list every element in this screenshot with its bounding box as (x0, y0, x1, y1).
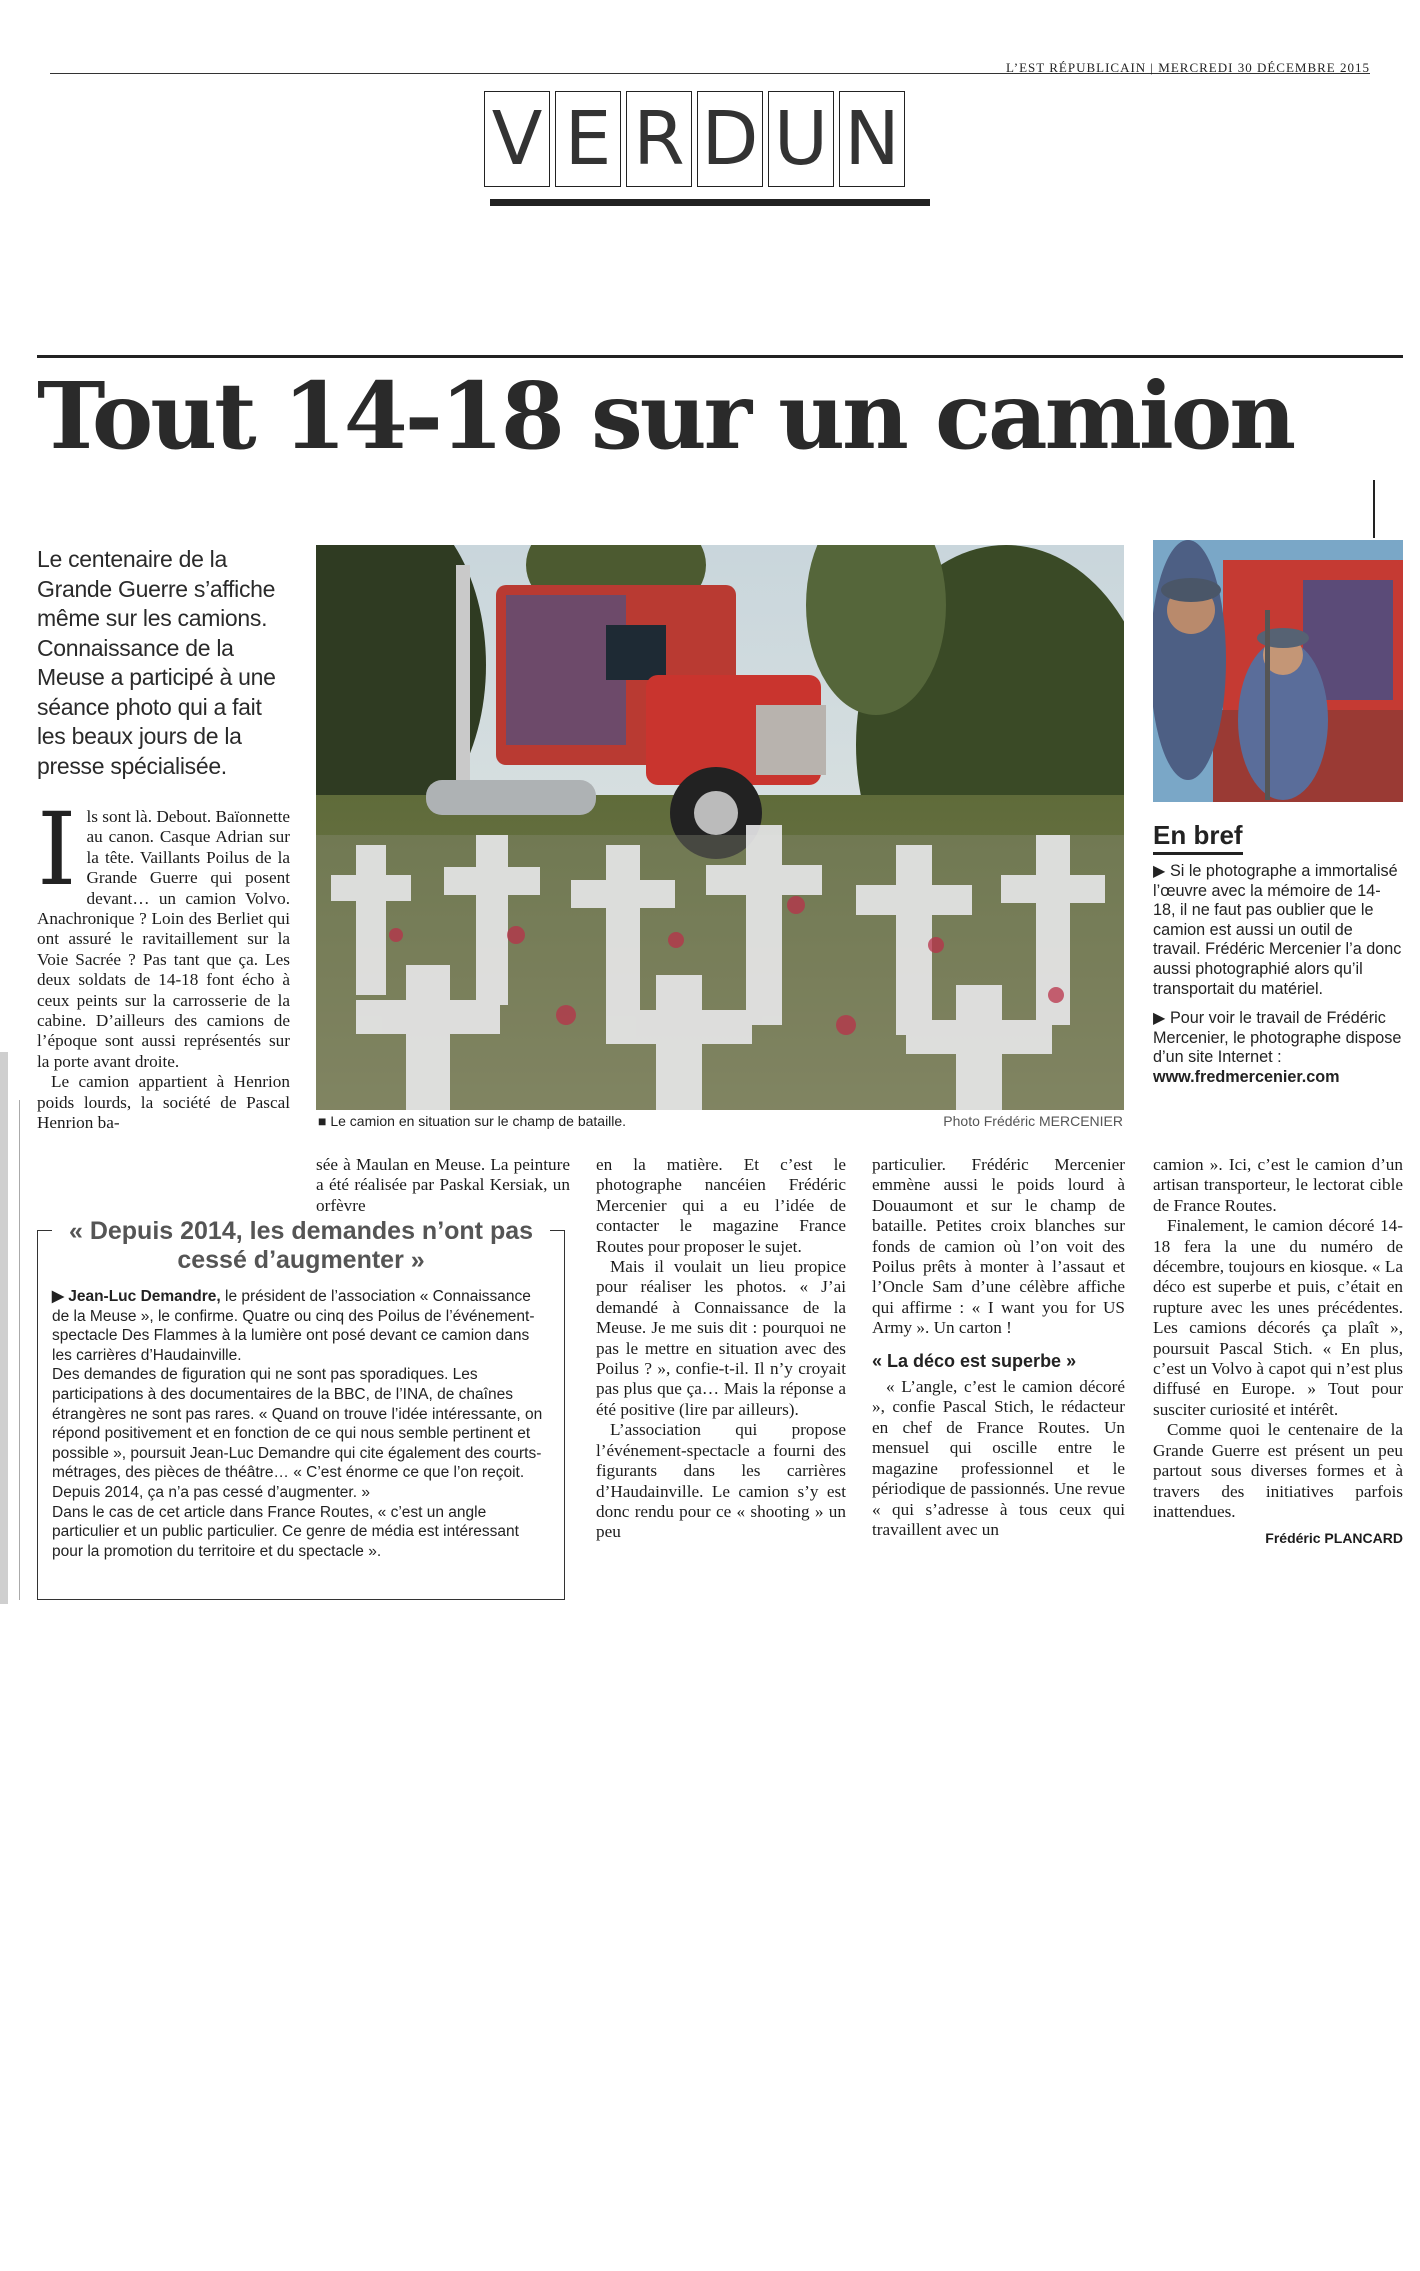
quote-box (37, 1217, 565, 1600)
quote-paragraph: Dans le cas de cet article dans France Routes, « c’est un angle particulier et un public particulier. Ce genre de média est intéressant pour la promotion du territoire et du spectacle ». (52, 1503, 519, 1560)
en-bref-title: En bref (1153, 820, 1243, 855)
website-link[interactable]: www.fredmercenier.com (1153, 1067, 1340, 1086)
paragraph: « L’angle, c’est le camion décoré », confie Pascal Stich, le rédacteur en chef de France Routes. Un mensuel qui oscille entre le magazine professionnel et le périodique de passionnés. Une revue « qui s’adresse à tous ceux qui travaillent avec un (872, 1377, 1125, 1539)
paragraph: Le camion appartient à Henrion poids lourds, la société de Pascal Henrion ba- (37, 1072, 290, 1133)
folio: L’EST RÉPUBLICAIN | MERCREDI 30 DÉCEMBRE 2015 (1006, 60, 1370, 75)
en-bref-item: ▶ Si le photographe a immortalisé l’œuvre avec la mémoire de 14-18, il ne faut pas oublier que le camion est aussi un outil de travail. Frédéric Mercenier l’a donc aussi photographié alors qu’il transportait du matériel. (1153, 862, 1402, 998)
paragraph: sée à Maulan en Meuse. La peinture a été réalisée par Paskal Kersiak, un orfèvre (316, 1155, 570, 1215)
side-photo-soldiers (1153, 540, 1403, 802)
article-lead: Le centenaire de la Grande Guerre s’affiche même sur les camions. Connaissance de la Meuse a participé à une séance photo qui a fait les beaux jours de la presse spécialisée. (37, 546, 276, 779)
quote-box-title: « Depuis 2014, les demandes n’ont pas cessé d’augmenter » (52, 1217, 550, 1275)
main-photo-truck-cemetery (316, 545, 1124, 1110)
en-bref-item (1153, 1009, 1403, 1087)
vertical-rule (1373, 480, 1375, 538)
column-5 (1153, 1155, 1403, 1549)
rubric-letter: U (768, 91, 834, 187)
rubric-letter: N (839, 91, 905, 187)
quote-box-body (52, 1287, 550, 1561)
author-signature: Frédéric PLANCARD (1265, 1530, 1403, 1547)
paragraph: camion ». Ici, c’est le camion d’un artisan transporteur, le lectorat cible de France Routes. (1153, 1155, 1403, 1215)
paragraph: ls sont là. Debout. Baïonnette au canon. Casque Adrian sur la tête. Vaillants Poilus de la Grande Guerre qui posent devant… un camion Volvo. Anachronique ? Loin des Berliet qui ont assuré le ravitaillement sur la Voie Sacrée ? Pas tant que ça. Les deux soldats de 14-18 font écho à ceux peints sur la carrosserie de la cabine. D’ailleurs des camions de l’époque sont aussi représentés sur la porte avant droite. (37, 807, 290, 1071)
column-3 (596, 1155, 846, 1543)
en-bref-box (1153, 862, 1403, 1098)
rubric-letter: R (626, 91, 692, 187)
quote-paragraph: Des demandes de figuration qui ne sont pas sporadiques. Les participations à des documentaires de la BBC, de l’INA, de chaînes étrangères ne sont pas rares. « Quand on trouve l’idée intéressante, on répond positivement et en fonction de ce qui nous semble pertinent et possible », poursuit Jean-Luc Demandre qui cite également des courts-métrages, des pièces de théâtre… « C’est énorme ce que l’on reçoit. Depuis 2014, ça n’a pas cessé d’augmenter. » (52, 1366, 543, 1501)
drop-cap: I (37, 791, 77, 908)
quote-paragraph (52, 1287, 550, 1365)
en-bref-text: ▶ Pour voir le travail de Frédéric Mercenier, le photographe dispose d’un site Internet : (1153, 1009, 1402, 1067)
margin-rule (19, 1100, 20, 1600)
subheading: « La déco est superbe » (872, 1350, 1077, 1371)
paragraph: Comme quoi le centenaire de la Grande Guerre est présent un peu partout sous diverses formes et à travers des initiatives parfois inattendues. (1153, 1420, 1403, 1521)
column-4 (872, 1155, 1125, 1540)
article-headline: Tout 14-18 sur un camion (37, 362, 1294, 470)
rubric-underline (490, 199, 930, 206)
margin-bar (0, 1052, 8, 1604)
photo-credit: Photo Frédéric MERCENIER (943, 1113, 1123, 1129)
paragraph: Finalement, le camion décoré 14-18 fera la une du numéro de décembre, toujours en kiosque. « La déco est superbe et puis, c’était en rupture avec les unes précédentes. Les camions décorés ça plaît », poursuit Pascal Stich. « En plus, c’est un Volvo à capot qui n’est plus diffusé en Europe. » Tout pour susciter curiosité et intérêt. (1153, 1216, 1403, 1419)
paragraph: Mais il voulait un lieu propice pour réaliser les photos. « J’ai demandé à Connaissance de la Meuse. Je me suis dit : pourquoi ne pas le mettre en situation avec des Poilus ? », confie-t-il. Il n’y croyait pas plus que ça… Mais la réponse a été positive (lire par ailleurs). (596, 1257, 846, 1419)
caption-text: ■ Le camion en situation sur le champ de bataille. (318, 1113, 627, 1129)
column-1 (37, 791, 290, 1134)
rubric-letter: E (555, 91, 621, 187)
photo-caption (318, 1113, 1123, 1129)
column-2 (316, 1155, 570, 1216)
quote-text: le président de l’association « Connaissance de la Meuse », le confirme. Quatre ou cinq des Poilus de l’événement-spectacle Des Flammes à la lumière ont posé devant ce camion dans les carrières d’Haudainville. (52, 1288, 535, 1364)
rubric-letter: V (484, 91, 550, 187)
paragraph: L’association qui propose l’événement-spectacle a fourni des figurants dans les carrières d’Haudainville. Le camion s’y est donc rendu pour ce « shooting » un peu (596, 1420, 846, 1542)
section-rubric (484, 91, 905, 187)
paragraph: en la matière. Et c’est le photographe nancéien Frédéric Mercenier qui a eu l’idée de contacter le magazine France Routes pour proposer le sujet. (596, 1155, 846, 1256)
rubric-letter: D (697, 91, 763, 187)
quote-lead-name: ▶ Jean-Luc Demandre, (52, 1288, 221, 1305)
paragraph: particulier. Frédéric Mercenier emmène aussi le poids lourd à Douaumont et sur le champ de bataille. Petites croix blanches sur fonds de camion où l’on voit des Poilus prêts à monter à l’assaut et l’Oncle Sam d’une célèbre affiche qui affirme : « I want you for US Army ». Un carton ! (872, 1155, 1125, 1338)
headline-rule (37, 355, 1403, 358)
